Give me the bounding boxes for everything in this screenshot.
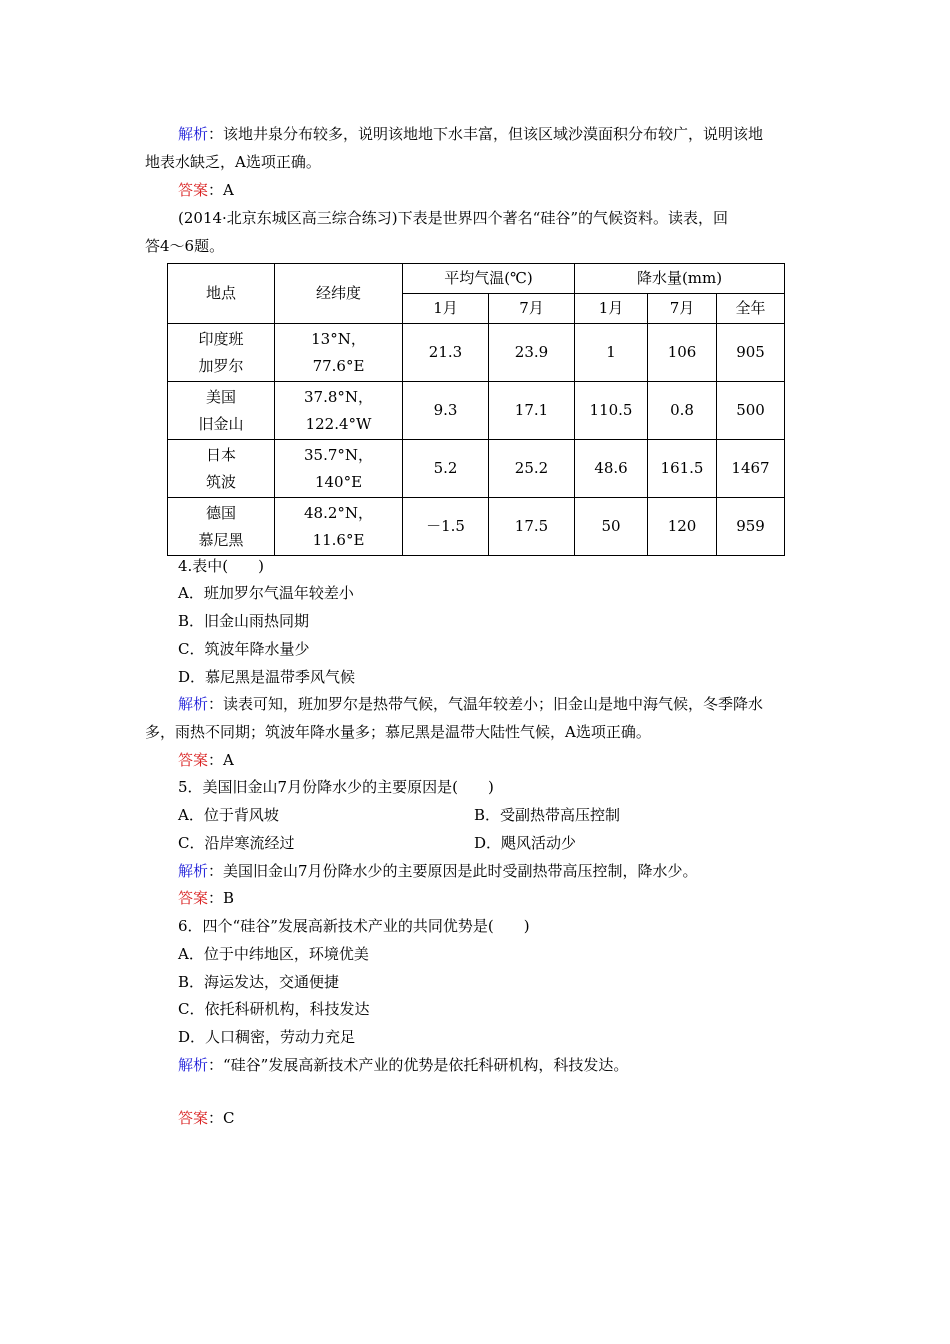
coord-cell: 13°N， 77.6°E	[275, 324, 403, 382]
precip-jul-cell: 0.8	[648, 382, 717, 440]
analysis-label: 解析	[178, 862, 209, 880]
sub-jul2: 7月	[648, 294, 717, 324]
table-row	[168, 324, 785, 382]
temp-jan-cell: 5.2	[403, 440, 489, 498]
intro-line1: (2014·北京东城区高三综合练习)下表是世界四个著名“硅谷”的气候资料。读表，回	[178, 209, 728, 227]
table-row	[168, 498, 785, 556]
q5-option-b: B．受副热带高压控制	[474, 806, 621, 824]
place-cell: 美国 旧金山	[168, 382, 275, 440]
q4-analysis-line1: 解析：读表可知，班加罗尔是热带气候，气温年较差小；旧金山是地中海气候，冬季降水	[178, 695, 764, 713]
q4-option-a: A．班加罗尔气温年较差小	[178, 584, 354, 602]
climate-table	[167, 263, 785, 556]
q6-answer: 答案：C	[178, 1109, 235, 1127]
analysis-label: 解析	[178, 125, 209, 143]
place-cell: 德国 慕尼黑	[168, 498, 275, 556]
q6-option-a: A．位于中纬地区，环境优美	[178, 945, 369, 963]
q5-option-d: D．飓风活动少	[474, 834, 577, 852]
q3-analysis-line2: 地表水缺乏，A选项正确。	[145, 153, 321, 171]
q3-analysis-line1: 解析：该地井泉分布较多，说明该地地下水丰富，但该区域沙漠面积分布较广，说明该地	[178, 125, 764, 143]
precip-jul-cell: 161.5	[648, 440, 717, 498]
q4-option-d: D．慕尼黑是温带季风气候	[178, 668, 356, 686]
q6-option-d: D．人口稠密，劳动力充足	[178, 1028, 356, 1046]
q3-answer: 答案：A	[178, 181, 234, 199]
coord-cell: 48.2°N， 11.6°E	[275, 498, 403, 556]
sub-jul: 7月	[489, 294, 575, 324]
precip-jan-cell: 48.6	[575, 440, 648, 498]
answer-label: 答案	[178, 751, 209, 769]
precip-year-cell: 905	[717, 324, 785, 382]
q4-answer: 答案：A	[178, 751, 234, 769]
temp-jul-cell: 17.5	[489, 498, 575, 556]
sub-jan2: 1月	[575, 294, 648, 324]
temp-jul-cell: 17.1	[489, 382, 575, 440]
header-temp: 平均气温(℃)	[403, 264, 575, 294]
place-cell: 印度班 加罗尔	[168, 324, 275, 382]
temp-jan-cell: 21.3	[403, 324, 489, 382]
q4-option-b: B．旧金山雨热同期	[178, 612, 310, 630]
precip-jan-cell: 1	[575, 324, 648, 382]
precip-jan-cell: 110.5	[575, 382, 648, 440]
temp-jan-cell: －1.5	[403, 498, 489, 556]
q6-option-c: C．依托科研机构，科技发达	[178, 1000, 370, 1018]
q5-analysis: 解析：美国旧金山7月份降水少的主要原因是此时受副热带高压控制，降水少。	[178, 862, 698, 880]
header-precip: 降水量(mm)	[575, 264, 785, 294]
q6-option-b: B．海运发达，交通便捷	[178, 973, 340, 991]
coord-cell: 35.7°N， 140°E	[275, 440, 403, 498]
coord-cell: 37.8°N， 122.4°W	[275, 382, 403, 440]
answer-label: 答案	[178, 889, 209, 907]
temp-jul-cell: 23.9	[489, 324, 575, 382]
sub-year: 全年	[717, 294, 785, 324]
precip-jul-cell: 106	[648, 324, 717, 382]
temp-jul-cell: 25.2	[489, 440, 575, 498]
q5-answer: 答案：B	[178, 889, 235, 907]
q5-option-a: A．位于背风坡	[178, 806, 279, 824]
q4-option-c: C．筑波年降水量少	[178, 640, 310, 658]
answer-label: 答案	[178, 181, 209, 199]
q6-stem: 6．四个“硅谷”发展高新技术产业的共同优势是( )	[178, 917, 530, 935]
q5-option-c: C．沿岸寒流经过	[178, 834, 295, 852]
q4-stem: 4.表中( )	[178, 557, 265, 575]
q4-analysis-line2: 多，雨热不同期；筑波年降水量多；慕尼黑是温带大陆性气候，A选项正确。	[145, 723, 651, 741]
precip-jul-cell: 120	[648, 498, 717, 556]
answer-label: 答案	[178, 1109, 209, 1127]
q6-analysis: 解析：“硅谷”发展高新技术产业的优势是依托科研机构，科技发达。	[178, 1056, 629, 1074]
table-row	[168, 440, 785, 498]
header-coord: 经纬度	[275, 264, 403, 324]
table-row	[168, 382, 785, 440]
precip-year-cell: 1467	[717, 440, 785, 498]
header-place: 地点	[168, 264, 275, 324]
analysis-label: 解析	[178, 1056, 209, 1074]
precip-year-cell: 500	[717, 382, 785, 440]
analysis-label: 解析	[178, 695, 209, 713]
precip-jan-cell: 50	[575, 498, 648, 556]
sub-jan: 1月	[403, 294, 489, 324]
intro-line2: 答4～6题。	[145, 237, 225, 255]
q5-stem: 5．美国旧金山7月份降水少的主要原因是( )	[178, 778, 494, 796]
place-cell: 日本 筑波	[168, 440, 275, 498]
temp-jan-cell: 9.3	[403, 382, 489, 440]
precip-year-cell: 959	[717, 498, 785, 556]
